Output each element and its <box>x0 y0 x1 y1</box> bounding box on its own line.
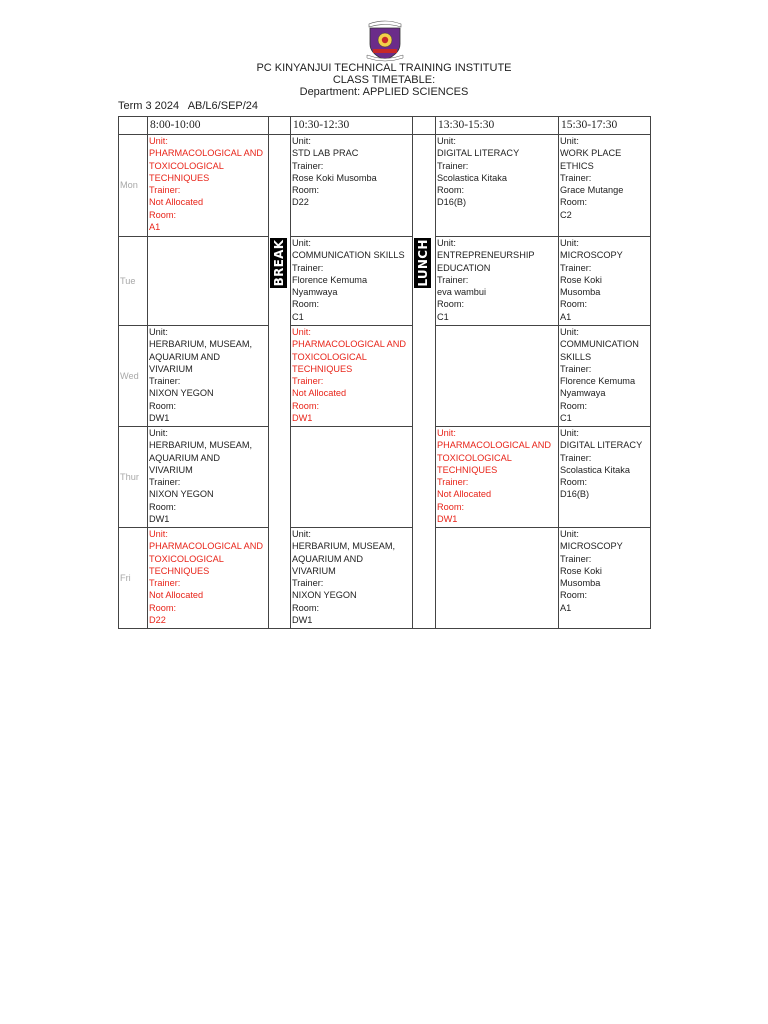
slot-line: EDUCATION <box>437 262 491 273</box>
slot-line: A1 <box>560 602 572 613</box>
slot-line: C1 <box>292 311 304 322</box>
class-slot <box>559 326 651 427</box>
slot-line: Unit: <box>149 136 168 146</box>
class-slot <box>436 528 559 629</box>
slot-line: Trainer: <box>149 376 181 387</box>
class-slot <box>291 237 413 326</box>
slot-line: Unit: <box>560 136 579 146</box>
slot-line: Room: <box>292 602 320 613</box>
class-slot <box>148 237 269 326</box>
slot-line: Rose Koki Musomba <box>292 172 377 183</box>
slot-line: A1 <box>149 222 161 233</box>
slot-line: Trainer: <box>292 376 324 387</box>
slot-line: Trainer: <box>560 363 592 374</box>
department-name: Department: APPLIED SCIENCES <box>299 86 469 98</box>
slot-line: TECHNIQUES <box>437 464 498 475</box>
slot-line: TECHNIQUES <box>149 172 210 183</box>
corner-cell <box>119 117 148 135</box>
slot-line: COMMUNICATION SKILLS <box>292 250 405 261</box>
timetable-header <box>0 62 768 98</box>
slot-line: Florence Kemuma <box>292 274 368 285</box>
lunch-header <box>413 117 436 135</box>
slot-line: Rose Koki <box>560 565 602 576</box>
slot-line: TOXICOLOGICAL <box>149 160 224 171</box>
slot-line: Unit: <box>149 327 168 337</box>
slot-line: WORK PLACE <box>560 148 622 159</box>
slot-line: Trainer: <box>292 262 324 273</box>
slot-line: Nyamwaya <box>560 388 606 399</box>
slot-line: Not Allocated <box>437 489 492 500</box>
institute-logo <box>365 18 405 62</box>
slot-line: ETHICS <box>560 160 594 171</box>
lunch-column <box>413 135 436 629</box>
slot-line: Trainer: <box>292 160 324 171</box>
slot-line: DW1 <box>149 413 170 424</box>
slot-line: Trainer: <box>560 553 592 564</box>
slot-line: HERBARIUM, MUSEAM, <box>149 440 253 451</box>
class-slot <box>291 528 413 629</box>
timetable-title: CLASS TIMETABLE: <box>332 74 436 86</box>
slot-line: C1 <box>560 413 572 424</box>
slot-line: A1 <box>560 311 572 322</box>
class-slot <box>559 427 651 528</box>
slot-line: Trainer: <box>149 477 181 488</box>
lunch-text: LUNCH <box>415 239 430 287</box>
class-slot <box>291 326 413 427</box>
class-slot <box>436 427 559 528</box>
slot-line: DIGITAL LITERACY <box>560 440 643 451</box>
day-label: Wed <box>119 326 148 427</box>
day-row-thur <box>119 427 651 528</box>
slot-line: Grace Mutange <box>560 185 624 196</box>
slot-line: Unit: <box>437 428 456 438</box>
slot-line: VIVARIUM <box>292 565 336 576</box>
slot-line: Room: <box>560 197 588 208</box>
timetable-body <box>119 135 651 629</box>
slot-line: DW1 <box>292 413 313 424</box>
slot-line: NIXON YEGON <box>149 489 214 500</box>
slot-line: Unit: <box>560 238 579 248</box>
slot-line: Trainer: <box>560 262 592 273</box>
slot-line: MICROSCOPY <box>560 250 623 261</box>
slot-line: Unit: <box>292 529 311 539</box>
break-header <box>269 117 291 135</box>
slot-line: Trainer: <box>149 578 181 589</box>
slot-line: Unit: <box>149 529 168 539</box>
class-slot <box>436 135 559 237</box>
break-label <box>270 238 287 288</box>
slot-line: AQUARIUM AND <box>149 452 220 463</box>
slot-line: SKILLS <box>560 351 592 362</box>
lunch-label <box>414 238 431 288</box>
slot-line: Room: <box>560 477 588 488</box>
slot-line: PHARMACOLOGICAL AND <box>149 148 264 159</box>
slot-line: Unit: <box>560 529 579 539</box>
slot-line: D22 <box>292 197 309 208</box>
slot-line: Trainer: <box>437 160 469 171</box>
slot-line: TOXICOLOGICAL <box>292 351 367 362</box>
slot-line: Nyamwaya <box>292 287 338 298</box>
slot-line: ENTREPRENEURSHIP <box>437 250 535 261</box>
class-slot <box>436 326 559 427</box>
slot-line: D16(B) <box>560 489 590 500</box>
slot-line: TECHNIQUES <box>292 363 353 374</box>
time-slot-header: 10:30-12:30 <box>291 117 413 135</box>
slot-line: Unit: <box>292 327 311 337</box>
slot-line: Musomba <box>560 287 601 298</box>
slot-line: NIXON YEGON <box>149 388 214 399</box>
slot-line: Trainer: <box>560 452 592 463</box>
slot-line: Room: <box>560 299 588 310</box>
slot-line: TOXICOLOGICAL <box>437 452 512 463</box>
class-slot <box>148 326 269 427</box>
slot-line: Room: <box>149 602 177 613</box>
slot-line: VIVARIUM <box>149 363 193 374</box>
slot-line: Scolastica Kitaka <box>437 172 507 183</box>
slot-line: PHARMACOLOGICAL AND <box>437 440 552 451</box>
slot-line: Trainer: <box>437 274 469 285</box>
slot-line: Florence Kemuma <box>560 376 636 387</box>
slot-line: AQUARIUM AND <box>149 351 220 362</box>
slot-line: Room: <box>292 185 320 196</box>
day-row-fri <box>119 528 651 629</box>
slot-line: Room: <box>149 501 177 512</box>
slot-line: D16(B) <box>437 197 467 208</box>
class-slot <box>559 237 651 326</box>
day-row-wed <box>119 326 651 427</box>
institute-name: PC KINYANJUI TECHNICAL TRAINING INSTITUTE <box>256 62 512 74</box>
day-label: Mon <box>119 135 148 237</box>
slot-line: Not Allocated <box>149 590 204 601</box>
slot-line: Unit: <box>560 428 579 438</box>
slot-line: Musomba <box>560 578 601 589</box>
slot-line: D22 <box>149 615 166 626</box>
time-slot-header: 15:30-17:30 <box>559 117 651 135</box>
term-label: Term 3 2024 AB/L6/SEP/24 <box>118 100 259 112</box>
slot-line: HERBARIUM, MUSEAM, <box>292 541 396 552</box>
slot-line: Unit: <box>437 136 456 146</box>
slot-line: AQUARIUM AND <box>292 553 363 564</box>
slot-line: DW1 <box>292 615 313 626</box>
slot-line: Room: <box>292 299 320 310</box>
break-column <box>269 135 291 629</box>
slot-line: Rose Koki <box>560 274 602 285</box>
slot-line: Trainer: <box>560 172 592 183</box>
slot-line: Unit: <box>437 238 456 248</box>
slot-line: NIXON YEGON <box>292 590 357 601</box>
class-slot <box>148 528 269 629</box>
slot-line: PHARMACOLOGICAL AND <box>149 541 264 552</box>
slot-line: Scolastica Kitaka <box>560 464 630 475</box>
timetable-grid <box>118 116 651 629</box>
slot-line: eva wambui <box>437 287 487 298</box>
class-slot <box>559 135 651 237</box>
slot-line: Trainer: <box>149 185 181 196</box>
slot-line: Room: <box>149 209 177 220</box>
class-slot <box>148 135 269 237</box>
slot-line: Trainer: <box>437 477 469 488</box>
slot-line: COMMUNICATION <box>560 339 639 350</box>
slot-line: DW1 <box>437 514 458 525</box>
day-label: Fri <box>119 528 148 629</box>
time-slot-header: 13:30-15:30 <box>436 117 559 135</box>
time-slot-header-row <box>119 117 651 135</box>
break-text: BREAK <box>271 239 286 287</box>
class-slot <box>436 237 559 326</box>
slot-line: Room: <box>437 501 465 512</box>
slot-line: Unit: <box>149 428 168 438</box>
slot-line: TECHNIQUES <box>149 565 210 576</box>
class-slot <box>291 135 413 237</box>
slot-line: Room: <box>437 185 465 196</box>
slot-line: Room: <box>437 299 465 310</box>
day-row-mon <box>119 135 651 237</box>
slot-line: DW1 <box>149 514 170 525</box>
time-slot-header: 8:00-10:00 <box>148 117 269 135</box>
slot-line: Unit: <box>292 136 311 146</box>
class-slot <box>148 427 269 528</box>
slot-line: C1 <box>437 311 449 322</box>
slot-line: Trainer: <box>292 578 324 589</box>
slot-line: DIGITAL LITERACY <box>437 148 520 159</box>
slot-line: Room: <box>292 400 320 411</box>
slot-line: Room: <box>149 400 177 411</box>
slot-line: Unit: <box>560 327 579 337</box>
slot-line: C2 <box>560 209 572 220</box>
slot-line: MICROSCOPY <box>560 541 623 552</box>
slot-line: PHARMACOLOGICAL AND <box>292 339 407 350</box>
day-row-tue <box>119 237 651 326</box>
day-label: Thur <box>119 427 148 528</box>
slot-line: HERBARIUM, MUSEAM, <box>149 339 253 350</box>
slot-line: TOXICOLOGICAL <box>149 553 224 564</box>
slot-line: Unit: <box>292 238 311 248</box>
slot-line: Not Allocated <box>292 388 347 399</box>
day-label: Tue <box>119 237 148 326</box>
class-slot <box>559 528 651 629</box>
slot-line: Room: <box>560 590 588 601</box>
slot-line: Not Allocated <box>149 197 204 208</box>
slot-line: STD LAB PRAC <box>292 148 359 159</box>
slot-line: Room: <box>560 400 588 411</box>
slot-line: VIVARIUM <box>149 464 193 475</box>
class-slot <box>291 427 413 528</box>
